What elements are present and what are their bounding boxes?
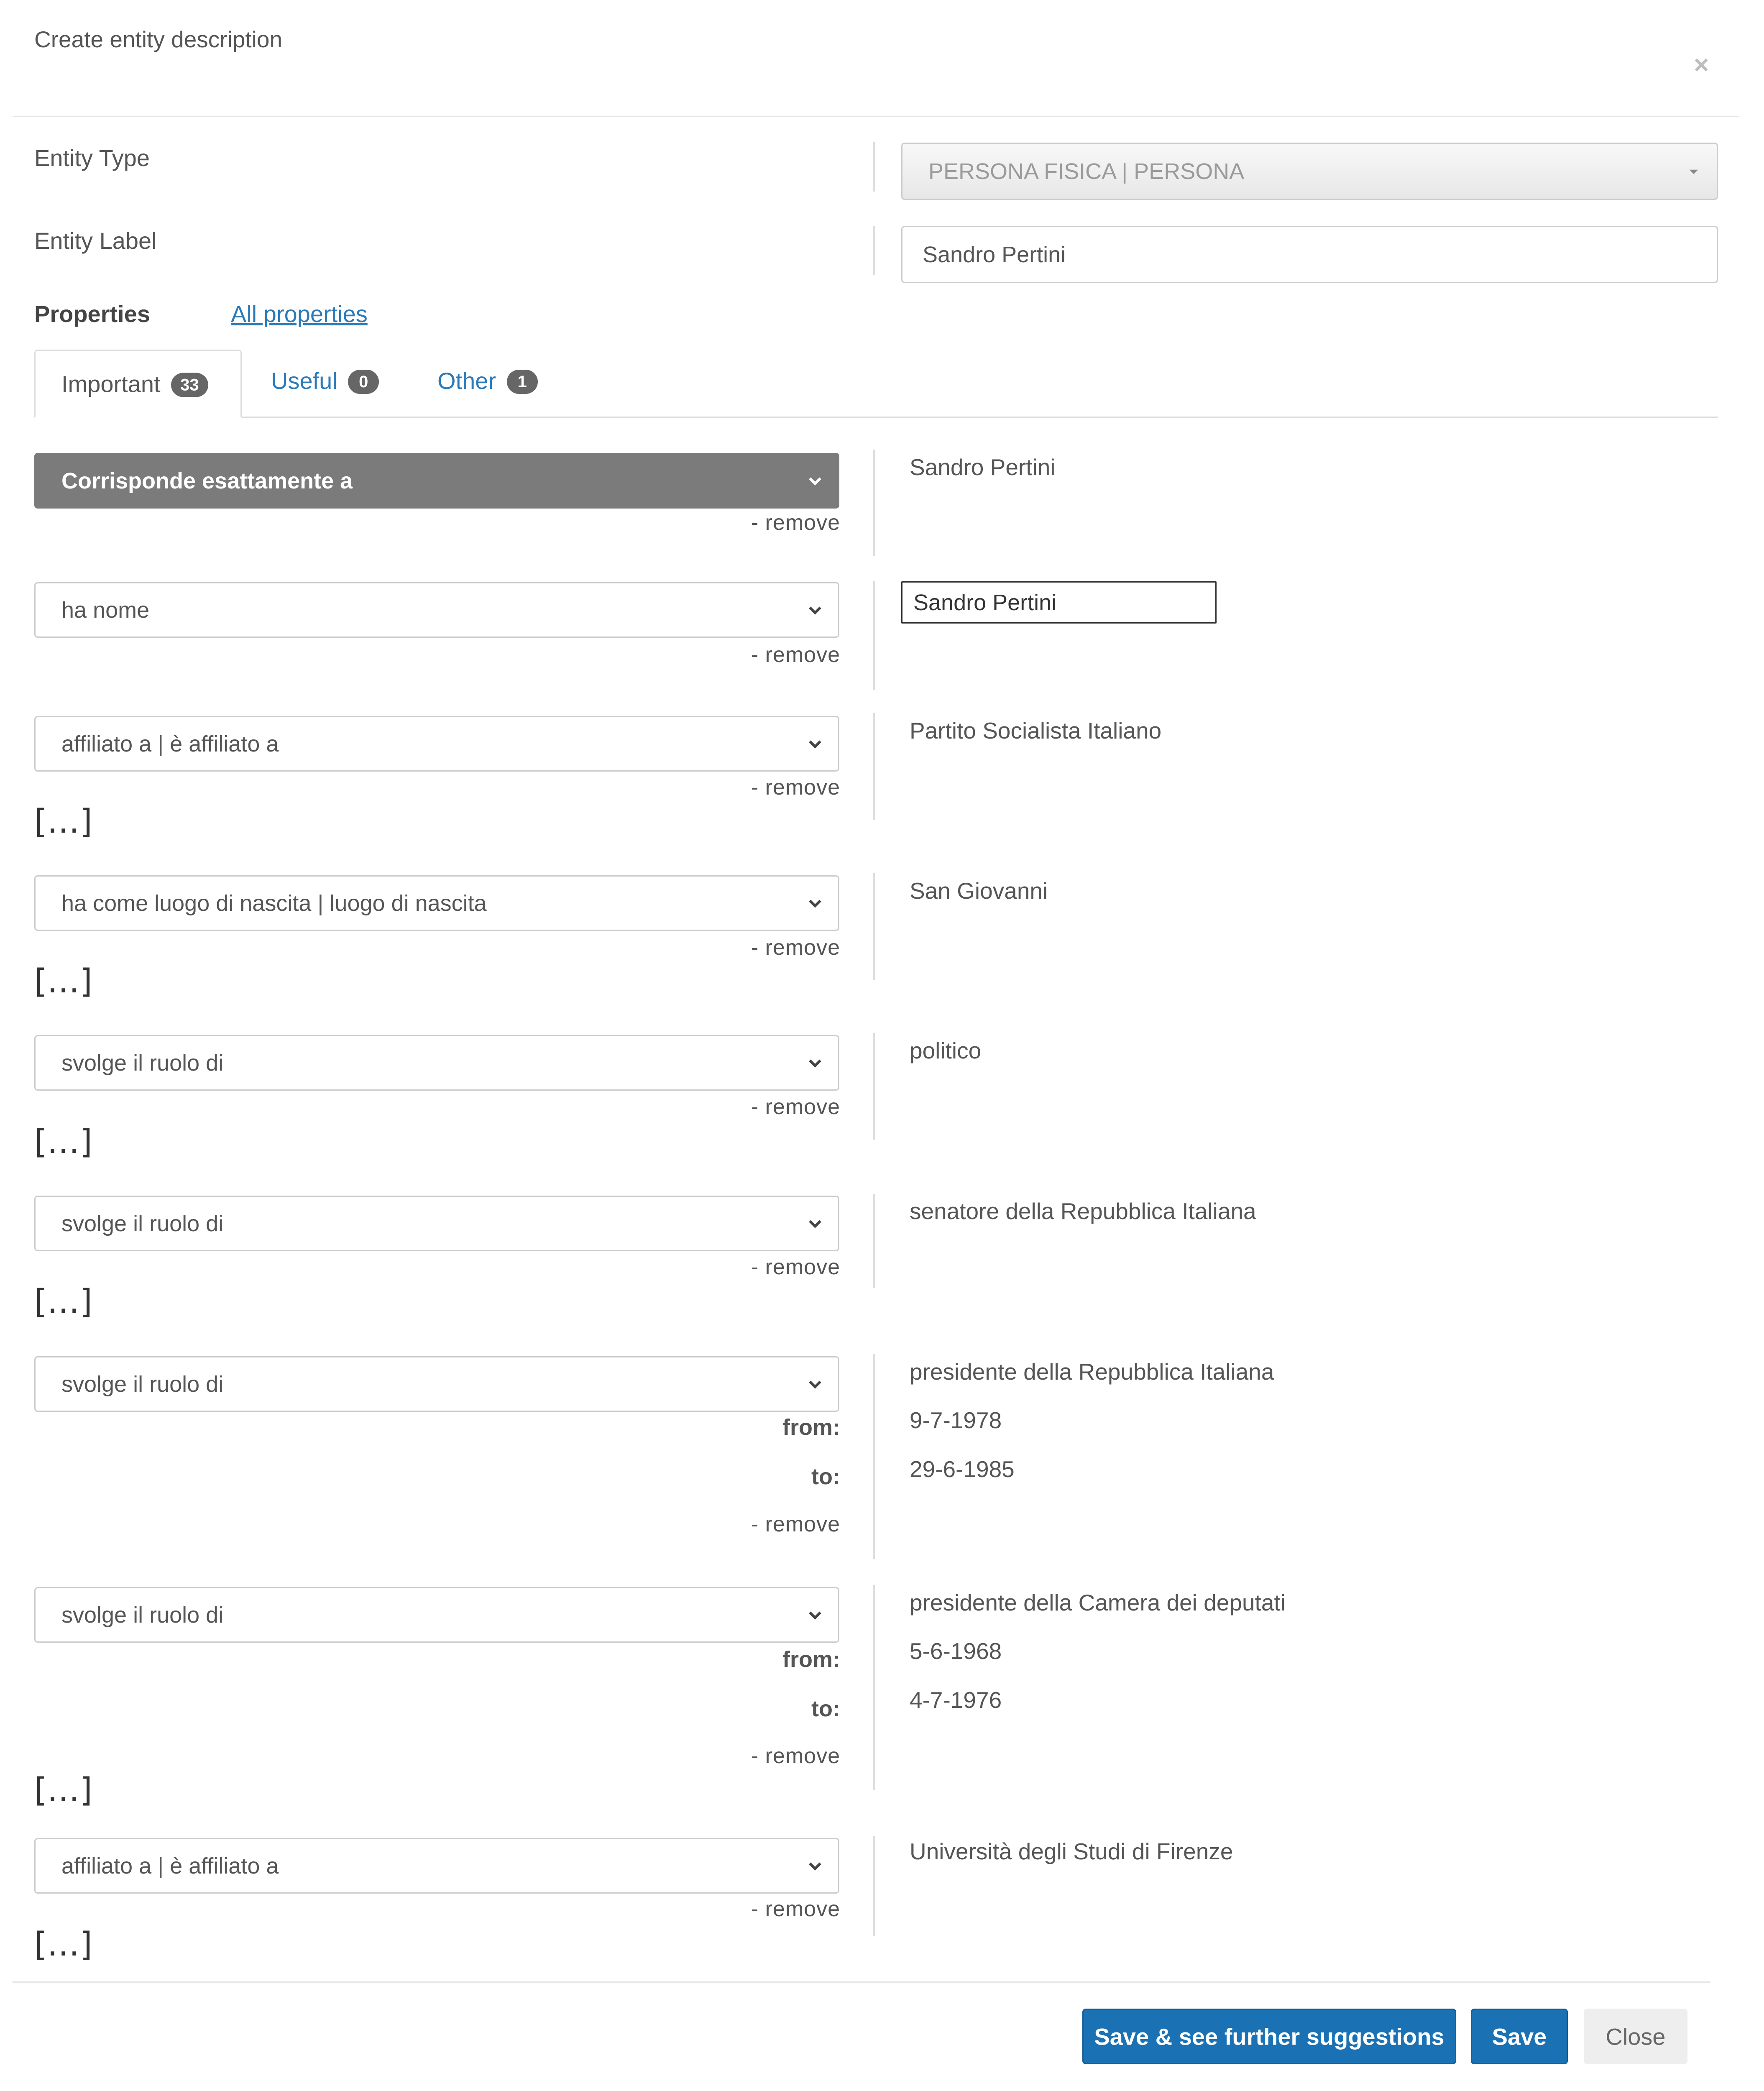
chevron-down-icon — [806, 895, 824, 912]
property-value: senatore della Repubblica Italiana — [910, 1198, 1256, 1224]
value-input[interactable] — [901, 581, 1217, 624]
column-separator — [873, 713, 875, 820]
omission-marker: […] — [34, 1283, 92, 1321]
omission-marker: […] — [34, 1926, 92, 1963]
omission-marker: […] — [34, 1123, 92, 1161]
property-select-value: ha nome — [61, 597, 150, 623]
property-select[interactable] — [34, 1356, 839, 1412]
property-select[interactable] — [34, 1035, 839, 1091]
chevron-down-icon — [806, 1215, 824, 1232]
omission-marker: […] — [34, 1771, 92, 1809]
tab-useful[interactable] — [271, 367, 379, 394]
remove-link[interactable]: - remove — [751, 1897, 840, 1921]
footer-divider — [13, 1981, 1710, 1983]
property-select-value: ha come luogo di nascita | luogo di nascita — [61, 890, 487, 916]
column-separator — [873, 142, 875, 192]
dialog-title: Create entity description — [34, 26, 283, 52]
from-label: from: — [782, 1647, 840, 1672]
remove-link[interactable]: - remove — [751, 643, 840, 667]
property-value: Sandro Pertini — [910, 454, 1056, 480]
entity-type-label: Entity Type — [34, 145, 150, 171]
column-separator — [873, 1354, 875, 1559]
close-icon[interactable]: × — [1693, 51, 1709, 79]
close-label: Close — [1605, 2023, 1666, 2050]
property-value: Partito Socialista Italiano — [910, 718, 1162, 744]
tab-important-label: Important — [61, 371, 161, 397]
header-divider — [13, 116, 1739, 117]
chevron-down-icon — [806, 1857, 824, 1875]
from-date-value: 5-6-1968 — [910, 1638, 1002, 1664]
tab-other-label: Other — [437, 368, 496, 394]
chevron-down-icon — [806, 472, 824, 490]
save-label: Save — [1492, 2023, 1547, 2050]
omission-marker: […] — [34, 803, 92, 841]
omission-marker: […] — [34, 963, 92, 1000]
entity-label-label: Entity Label — [34, 228, 157, 254]
entity-type-value: PERSONA FISICA | PERSONA — [928, 158, 1245, 184]
from-date-value: 9-7-1978 — [910, 1407, 1002, 1433]
properties-heading: Properties — [34, 301, 150, 327]
column-separator — [873, 873, 875, 980]
remove-link[interactable]: - remove — [751, 1255, 840, 1279]
property-value: politico — [910, 1038, 982, 1063]
property-select[interactable] — [34, 716, 839, 772]
chevron-down-icon — [806, 1054, 824, 1072]
tab-important-count-badge: 33 — [171, 373, 208, 397]
remove-link[interactable]: - remove — [751, 1512, 840, 1536]
tabs-baseline — [34, 417, 1718, 418]
to-label: to: — [811, 1464, 840, 1489]
chevron-down-icon — [806, 601, 824, 619]
caret-down-icon — [1685, 163, 1703, 180]
property-value: presidente della Camera dei deputati — [910, 1590, 1286, 1616]
column-separator — [873, 581, 875, 690]
value-input-text: Sandro Pertini — [913, 590, 1057, 615]
property-value: San Giovanni — [910, 878, 1048, 904]
property-select[interactable] — [34, 1587, 839, 1643]
property-select[interactable] — [34, 875, 839, 931]
chevron-down-icon — [806, 735, 824, 753]
to-label: to: — [811, 1696, 840, 1721]
chevron-down-icon — [806, 1606, 824, 1624]
remove-link[interactable]: - remove — [751, 511, 840, 535]
to-date-value: 4-7-1976 — [910, 1687, 1002, 1713]
property-select[interactable] — [34, 453, 839, 509]
chevron-down-icon — [806, 1375, 824, 1393]
property-select-value: svolge il ruolo di — [61, 1602, 224, 1628]
remove-link[interactable]: - remove — [751, 936, 840, 960]
property-select[interactable] — [34, 1838, 839, 1894]
property-select-value: svolge il ruolo di — [61, 1371, 224, 1397]
property-select-value: affiliato a | è affiliato a — [61, 1853, 279, 1879]
save-and-suggestions-label: Save & see further suggestions — [1094, 2023, 1444, 2050]
to-date-value: 29-6-1985 — [910, 1456, 1015, 1482]
entity-type-select[interactable] — [901, 143, 1718, 200]
entity-label-value: Sandro Pertini — [923, 242, 1066, 267]
property-select[interactable] — [34, 1196, 839, 1251]
close-button[interactable] — [1584, 2009, 1687, 2064]
all-properties-link[interactable]: All properties — [231, 301, 368, 327]
column-separator — [873, 1033, 875, 1140]
property-select-value: Corrisponde esattamente a — [61, 468, 353, 493]
property-select-value: affiliato a | è affiliato a — [61, 731, 279, 757]
save-button[interactable] — [1471, 2009, 1568, 2064]
tab-useful-count-badge: 0 — [348, 370, 379, 394]
column-separator — [873, 226, 875, 275]
tab-important[interactable] — [34, 350, 242, 418]
column-separator — [873, 1585, 875, 1790]
property-value: presidente della Repubblica Italiana — [910, 1359, 1274, 1385]
column-separator — [873, 1836, 875, 1936]
property-select[interactable] — [34, 582, 839, 638]
property-value: Università degli Studi di Firenze — [910, 1838, 1233, 1864]
entity-label-input[interactable] — [901, 226, 1718, 283]
property-select-value: svolge il ruolo di — [61, 1050, 224, 1076]
remove-link[interactable]: - remove — [751, 1095, 840, 1119]
tab-other[interactable] — [437, 367, 538, 394]
remove-link[interactable]: - remove — [751, 775, 840, 800]
save-and-suggestions-button[interactable] — [1082, 2009, 1456, 2064]
remove-link[interactable]: - remove — [751, 1744, 840, 1768]
column-separator — [873, 450, 875, 556]
tab-other-count-badge: 1 — [507, 370, 538, 394]
property-select-value: svolge il ruolo di — [61, 1211, 224, 1236]
from-label: from: — [782, 1415, 840, 1440]
tab-useful-label: Useful — [271, 368, 337, 394]
column-separator — [873, 1194, 875, 1288]
